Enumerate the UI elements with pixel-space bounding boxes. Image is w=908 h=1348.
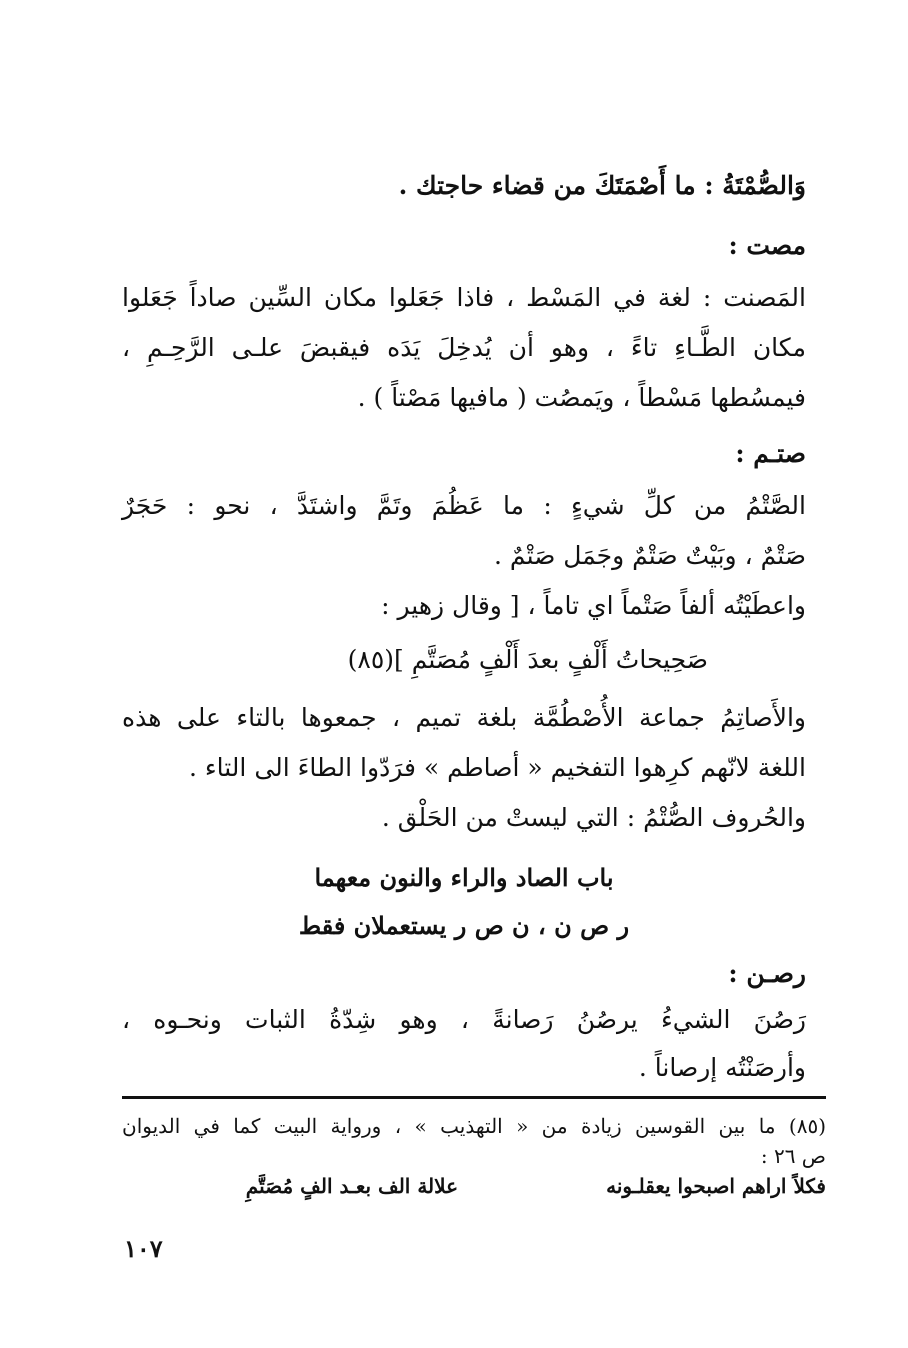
text-line: الصَّتْمُ من كلِّ شيءٍ : ما عَظُمَ وتَمَّ واشتَدَّ ، نحو : حَجَرٌ xyxy=(122,491,806,520)
text-line: صَتْمٌ ، وبَيْتٌ صَتْمٌ وجَمَل صَتْمٌ . xyxy=(494,541,806,570)
footnote-verse-first: فكلاً اراهم اصبحوا يعقلـونه xyxy=(606,1174,826,1198)
text-line: وأرصَنْتُه إرصاناً . xyxy=(638,1053,806,1082)
section-subtitle: ر ص ن ، ن ص ر يستعملان فقط xyxy=(298,911,630,940)
text-line: وَالصُّمْتَةُ : ما أَصْمَتَكَ من قضاء حاجتك . xyxy=(398,171,806,200)
text-line: مكان الطَّـاءِ تاءً ، وهو أن يُدخِلَ يَدَه فيقبضَ علـى الرَّحِـمِ ، xyxy=(122,333,806,362)
entry-heading: رصـن : xyxy=(728,959,806,988)
entry-heading: صتـم : xyxy=(735,439,806,468)
footnote-text: (٨٥) ما بين القوسين زيادة من « التهذيب » ، ورواية البيت كما في الديوان xyxy=(122,1114,826,1138)
page-number: ١٠٧ xyxy=(124,1234,163,1263)
section-title: باب الصاد والراء والنون معهما xyxy=(314,863,614,892)
footnote-verse-second: علالة الف بعـد الفٍ مُصَتَّمِ xyxy=(245,1174,458,1198)
entry-heading: مصت : xyxy=(728,231,806,260)
text-line: والحُروف الصُّتْمُ : التي ليستْ من الحَلْق . xyxy=(381,803,806,832)
text-line: رَصُنَ الشيءُ يرصُنُ رَصانةً ، وهو شِدّةُ الثبات ونحـوه ، xyxy=(122,1005,806,1034)
text-line: والأَصاتِمُ جماعة الأُصْطُمَّة بلغة تميم ، جمعوها بالتاء على هذه xyxy=(122,703,806,732)
text-line: اللغة لانّهم كرِهوا التفخيم « أصاطم » فرَدّوا الطاءَ الى التاء . xyxy=(189,753,806,782)
text-line: فيمسُطها مَسْطاً ، ويَمصُت ( مافيها مَصْتاً ) . xyxy=(357,383,806,412)
text-line: واعطَيْتُه ألفاً صَتْماً اي تاماً ، [ وقال زهير : xyxy=(381,591,806,620)
footnote-divider xyxy=(122,1096,826,1099)
text-line: المَصنت : لغة في المَسْط ، فاذا جَعَلوا مكان السِّين صاداً جَعَلوا xyxy=(122,283,806,312)
verse-line: صَحِيحاتُ أَلْفٍ بعدَ أَلْفٍ مُصَتَّمِ ](٨٥) xyxy=(347,645,708,674)
footnote-text: ص ٢٦ : xyxy=(760,1144,826,1168)
